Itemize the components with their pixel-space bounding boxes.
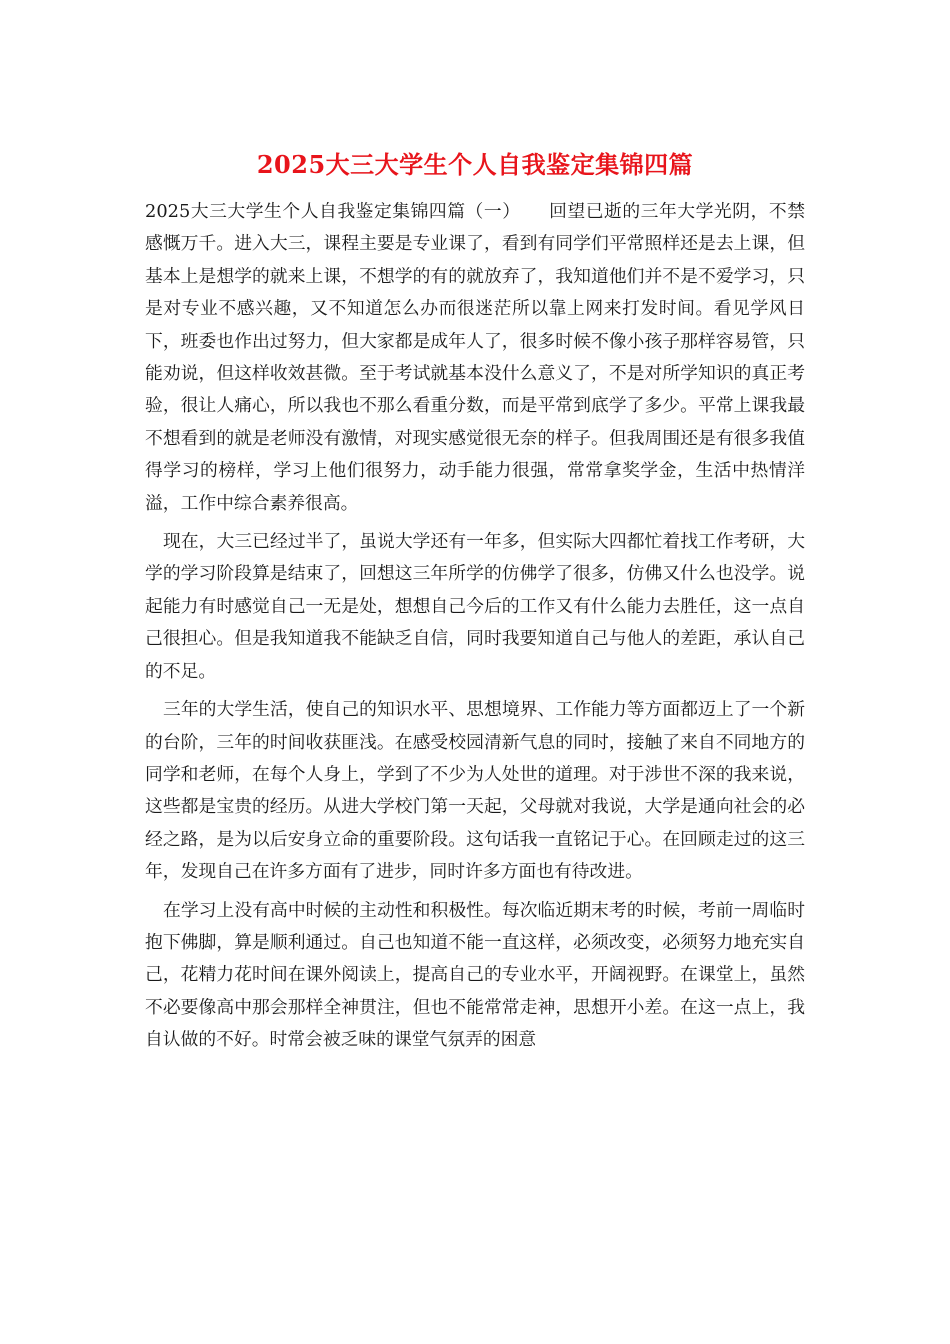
paragraph-3: 三年的大学生活，使自己的知识水平、思想境界、工作能力等方面都迈上了一个新的台阶，三年的时间收获匪浅。在感受校园清新气息的同时，接触了来自不同地方的同学和老师，在每个人身上，学到了不少为人处世的道理。对于涉世不深的我来说，这些都是宝贵的经历。从进大学校门第一天起，父母就对我说，大学是通向社会的必经之路，是为以后安身立命的重要阶段。这句话我一直铭记于心。在回顾走过的这三年，发现自己在许多方面有了进步，同时许多方面也有待改进。 [145, 699, 805, 883]
paragraph-1-text: 回望已逝的三年大学光阴，不禁感慨万千。进入大三，课程主要是专业课了，看到有同学们平常照样还是去上课，但基本上是想学的就来上课，不想学的有的就放弃了，我知道他们并不是不爱学习，只是对专业不感兴趣，又不知道怎么办而很迷茫所以靠上网来打发时间。看见学风日下，班委也作出过努力，但大家都是成年人了，很多时候不像小孩子那样容易管，只能劝说，但这样收效甚微。至于考试就基本没什么意义了，不是对所学知识的真正考验，很让人痛心，所以我也不那么看重分数，而是平常到底学了多少。平常上课我最不想看到的就是老师没有激情，对现实感觉很无奈的样子。但我周围还是有很多我值得学习的榜样，学习上他们很努力，动手能力很强，常常拿奖学金，生活中热情洋溢，工作中综合素养很高。 [145, 201, 805, 514]
document-body [145, 196, 805, 1063]
paragraph-1 [145, 196, 805, 520]
document-title: 2025大三大学生个人自我鉴定集锦四篇 [256, 150, 694, 179]
paragraph-2: 现在，大三已经过半了，虽说大学还有一年多，但实际大四都忙着找工作考研，大学的学习阶段算是结束了，回想这三年所学的仿佛学了很多，仿佛又什么也没学。说起能力有时感觉自己一无是处，想想自己今后的工作又有什么能力去胜任，这一点自己很担心。但是我知道我不能缺乏自信，同时我要知道自己与他人的差距，承认自己的不足。 [145, 531, 805, 682]
paragraph-4: 在学习上没有高中时候的主动性和积极性。每次临近期末考的时候，考前一周临时抱下佛脚，算是顺利通过。自己也知道不能一直这样，必须改变，必须努力地充实自己，花精力花时间在课外阅读上，提高自己的专业水平，开阔视野。在课堂上，虽然不必要像高中那会那样全神贯注，但也不能常常走神，思想开小差。在这一点上，我自认做的不好。时常会被乏味的课堂气氛弄的困意 [145, 899, 805, 1051]
section-heading: 2025大三大学生个人自我鉴定集锦四篇（一） [145, 201, 521, 222]
